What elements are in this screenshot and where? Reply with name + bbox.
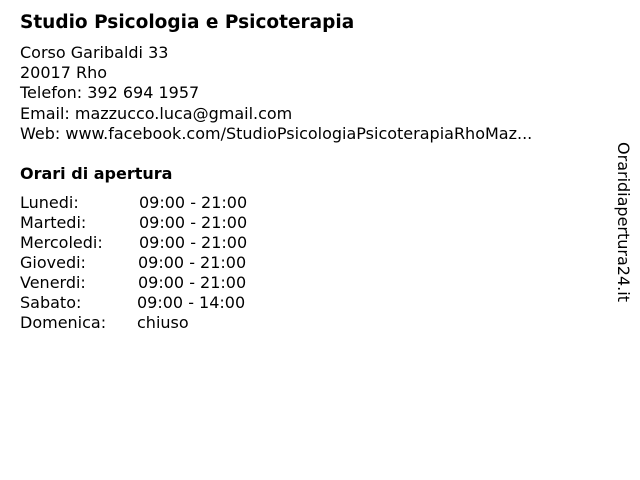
time-range: chiuso: [137, 313, 189, 332]
email-address: Email: mazzucco.luca@gmail.com: [20, 103, 293, 123]
hours-row-saturday: [20, 293, 320, 313]
time-range: 09:00 - 21:00: [139, 233, 248, 252]
day-label: Lunedi:: [20, 193, 79, 212]
hours-row-sunday: [20, 313, 320, 333]
day-label: Giovedi:: [20, 253, 86, 272]
time-range: 09:00 - 21:00: [138, 253, 247, 272]
opening-hours-heading: Orari di apertura: [20, 164, 173, 183]
day-label: Sabato:: [20, 293, 82, 312]
city: 20017 Rho: [20, 63, 108, 83]
day-label: Mercoledi:: [20, 233, 103, 252]
day-label: Venerdi:: [20, 273, 86, 292]
website: Web: www.facebook.com/StudioPsicologiaPsicoterapiaRhoMaz...: [20, 123, 533, 143]
day-label: Domenica:: [20, 313, 107, 332]
hours-row-wednesday: [20, 233, 320, 253]
phone-number: Telefon: 392 694 1957: [20, 83, 200, 103]
opening-hours-table: [20, 193, 320, 333]
hours-row-friday: [20, 273, 320, 293]
business-name: Studio Psicologia e Psicoterapia: [20, 12, 355, 33]
contact-details: [20, 43, 532, 144]
time-range: 09:00 - 21:00: [138, 273, 247, 292]
hours-row-thursday: [20, 253, 320, 273]
time-range: 09:00 - 14:00: [137, 293, 246, 312]
hours-row-tuesday: [20, 213, 320, 233]
site-watermark: Oraridiapertura24.it: [614, 142, 633, 302]
time-range: 09:00 - 21:00: [139, 193, 248, 212]
hours-row-monday: [20, 193, 320, 213]
day-label: Martedi:: [20, 213, 87, 232]
street-address: Corso Garibaldi 33: [20, 43, 169, 62]
time-range: 09:00 - 21:00: [139, 213, 248, 232]
